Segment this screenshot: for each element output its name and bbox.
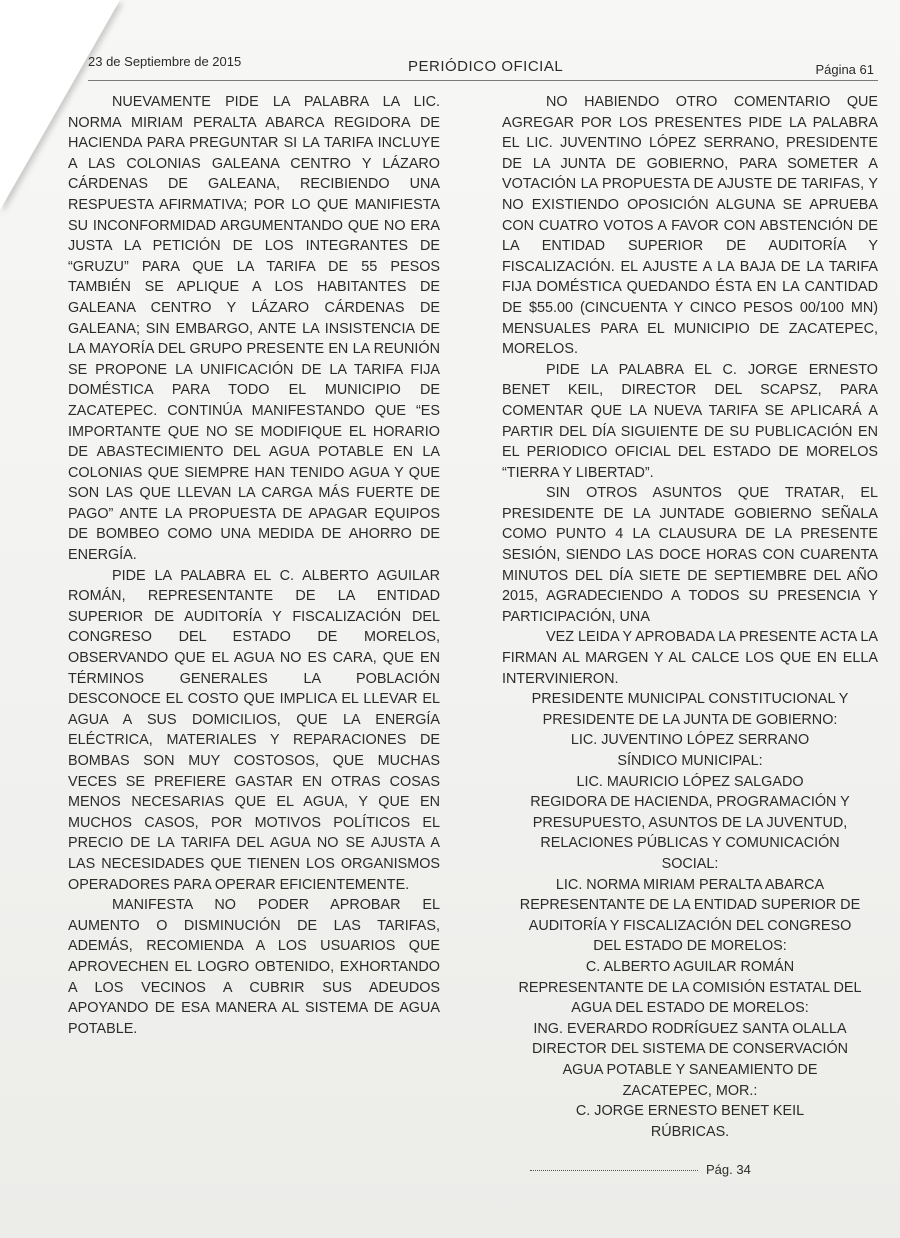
signature-line: C. JORGE ERNESTO BENET KEIL (575, 1103, 805, 1120)
paragraph-left-2: PIDE LA PALABRA EL C. ALBERTO AGUILAR ROMÁN, REPRESENTANTE DE LA ENTIDAD SUPERIOR DE AUDITORÍA Y FISCALIZACIÓN DEL CONGRESO DEL ESTADO DE MORELOS, OBSERVANDO QUE EL AGUA NO ES CARA, QUE EN TÉRMINOS GENERALES LA POBLACIÓN DESCONOCE EL COSTO QUE IMPLICA EL LLEVAR EL AGUA A SUS DOMICILIOS, QUE LA ENERGÍA ELÉCTRICA, MATERIALES Y REPARACIONES DE BOMBAS SON MUY COSTOSOS, QUE MUCHAS VECES SE PREFIERE GASTAR EN OTRAS COSAS MENOS NECESARIAS QUE EL AGUA, Y QUE EN MUCHOS CASOS, POR MOTIVOS POLÍTICOS EL PRECIO DE LA TARIFA DEL AGUA NO SE AJUSTA A LAS NECESIDADES QUE TIENEN LOS ORGANISMOS OPERADORES PARA OPERAR EFICIENTEMENTE. (68, 567, 440, 893)
page-header (88, 52, 878, 81)
paragraph-right-1: NO HABIENDO OTRO COMENTARIO QUE AGREGAR POR LOS PRESENTES PIDE LA PALABRA EL LIC. JUVENTINO LÓPEZ SERRANO, PRESIDENTE DE LA JUNTA DE GOBIERNO, PARA SOMETER A VOTACIÓN LA PROPUESTA DE AJUSTE DE TARIFAS, Y NO EXISTIENDO OPOSICIÓN ALGUNA SE APRUEBA CON CUATRO VOTOS A FAVOR CON ABSTENCIÓN DE LA ENTIDAD SUPERIOR DE AUDITORÍA Y FISCALIZACIÓN. EL AJUSTE A LA BAJA DE LA TARIFA FIJA DOMÉSTICA QUEDANDO ÉSTA EN LA CANTIDAD DE $55.00 (CINCUENTA Y CINCO PESOS 00/100 MN) MENSUALES PARA EL MUNICIPIO DE ZACATEPEC, MORELOS. (502, 94, 878, 358)
signature-line: AGUA POTABLE Y SANEAMIENTO DE (562, 1061, 818, 1078)
signature-block (502, 689, 878, 1142)
footer-page-number: Pág. 34 (706, 1162, 751, 1177)
left-column (68, 92, 440, 1039)
paragraph-left-1: NUEVAMENTE PIDE LA PALABRA LA LIC. NORMA MIRIAM PERALTA ABARCA REGIDORA DE HACIENDA PARA PREGUNTAR SI LA TARIFA INCLUYE A LAS COLONIAS GALEANA CENTRO Y LÁZARO CÁRDENAS DE GALEANA, RECIBIENDO UNA RESPUESTA AFIRMATIVA; POR LO QUE MANIFIESTA SU INCONFORMIDAD ARGUMENTANDO QUE NO ERA JUSTA LA PETICIÓN DE LOS INTEGRANTES DE “GRUZU” PARA QUE LA TARIFA DE 55 PESOS TAMBIÉN SE APLIQUE A LOS HABITANTES DE GALEANA CENTRO Y LÁZARO CÁRDENAS DE GALEANA; SIN EMBARGO, ANTE LA INSISTENCIA DE LA MAYORÍA DEL GRUPO PRESENTE EN LA REUNIÓN SE PROPONE LA UNIFICACIÓN DE LA TARIFA FIJA DOMÉSTICA PARA TODO EL MUNICIPIO DE ZACATEPEC. CONTINÚA MANIFESTANDO QUE “ES IMPORTANTE QUE NO SE MODIFIQUE EL HORARIO DE ABASTECIMIENTO DEL AGUA POTABLE EN LA COLONIAS QUE SIEMPRE HAN TENIDO AGUA Y QUE SON LAS QUE LLEVAN LA CARGA MÁS FUERTE DE PAGO” ANTE LA PROPUESTA DE APAGAR EQUIPOS DE BOMBEO COMO UNA MEDIDA DE AHORRO DE ENERGÍA. (68, 94, 440, 564)
signature-line: LIC. JUVENTINO LÓPEZ SERRANO (570, 732, 810, 749)
signature-line: PRESIDENTE DE LA JUNTA DE GOBIERNO: (542, 711, 838, 728)
signature-line: LIC. MAURICIO LÓPEZ SALGADO (576, 773, 804, 790)
signature-line: REPRESENTANTE DE LA ENTIDAD SUPERIOR DE (519, 897, 861, 914)
paragraph-right-3: SIN OTROS ASUNTOS QUE TRATAR, EL PRESIDENTE DE LA JUNTADE GOBIERNO SEÑALA COMO PUNTO 4 LA CLAUSURA DE LA PRESENTE SESIÓN, SIENDO LAS DOCE HORAS CON CUARENTA MINUTOS DEL DÍA SIETE DE SEPTIEMBRE DEL AÑO 2015, AGRADECIENDO A TODOS SU PRESENCIA Y PARTICIPACIÓN, UNA (502, 485, 878, 625)
signature-line: REGIDORA DE HACIENDA, PROGRAMACIÓN Y (530, 794, 850, 811)
signature-line: DIRECTOR DEL SISTEMA DE CONSERVACIÓN (531, 1041, 849, 1058)
paragraph-right-4: VEZ LEIDA Y APROBADA LA PRESENTE ACTA LA FIRMAN AL MARGEN Y AL CALCE LOS QUE EN ELLA INTERVINIERON. (502, 629, 878, 687)
header-date: 23 de Septiembre de 2015 (88, 54, 242, 69)
signature-line: SÍNDICO MUNICIPAL: (617, 753, 763, 769)
signature-line: RELACIONES PÚBLICAS Y COMUNICACIÓN (540, 835, 840, 852)
signature-line: ING. EVERARDO RODRÍGUEZ SANTA OLALLA (533, 1020, 847, 1037)
page-footer (530, 1164, 770, 1184)
header-page-number: Página 61 (815, 62, 874, 77)
signature-line: AGUA DEL ESTADO DE MORELOS: (571, 1000, 809, 1017)
signature-line: DEL ESTADO DE MORELOS: (593, 938, 787, 955)
signature-line: REPRESENTANTE DE LA COMISIÓN ESTATAL DEL (518, 979, 862, 996)
signature-line: PRESUPUESTO, ASUNTOS DE LA JUVENTUD, (532, 814, 848, 831)
signature-line: RÚBRICAS. (650, 1123, 730, 1140)
signature-line: LIC. NORMA MIRIAM PERALTA ABARCA (555, 876, 825, 893)
paragraph-right-2: PIDE LA PALABRA EL C. JORGE ERNESTO BENET KEIL, DIRECTOR DEL SCAPSZ, PARA COMENTAR QUE LA NUEVA TARIFA SE APLICARÁ A PARTIR DEL DÍA SIGUIENTE DE SU PUBLICACIÓN EN EL PERIODICO OFICIAL DEL ESTADO DE MORELOS “TIERRA Y LIBERTAD”. (502, 361, 878, 481)
signature-line: AUDITORÍA Y FISCALIZACIÓN DEL CONGRESO (528, 917, 852, 934)
header-title: PERIÓDICO OFICIAL (408, 58, 564, 75)
signature-line: C. ALBERTO AGUILAR ROMÁN (585, 958, 795, 975)
leader-dots (530, 1170, 698, 1171)
signature-line: ZACATEPEC, MOR.: (622, 1082, 758, 1099)
right-column (502, 92, 878, 1142)
signature-line: SOCIAL: (661, 855, 719, 872)
signature-line: PRESIDENTE MUNICIPAL CONSTITUCIONAL Y (531, 691, 849, 708)
paragraph-left-3: MANIFESTA NO PODER APROBAR EL AUMENTO O DISMINUCIÓN DE LAS TARIFAS, ADEMÁS, RECOMIENDA A LOS USUARIOS QUE APROVECHEN EL LOGRO OBTENIDO, EXHORTANDO A LOS VECINOS A CUBRIR SUS ADEUDOS APOYANDO DE ESA MANERA AL SISTEMA DE AGUA POTABLE. (68, 897, 440, 1037)
